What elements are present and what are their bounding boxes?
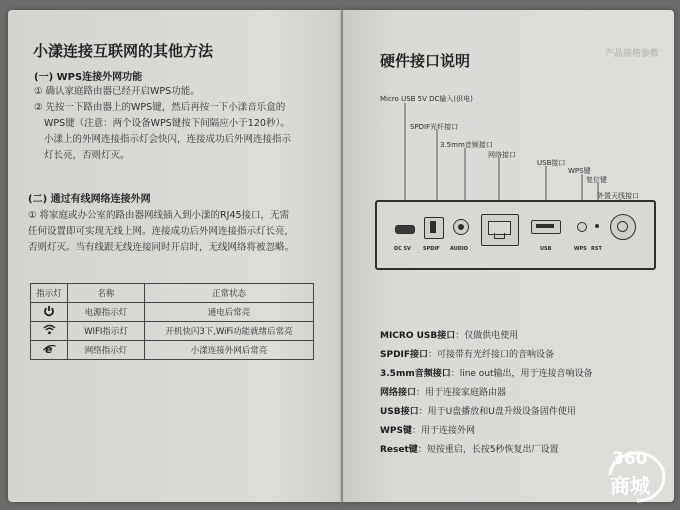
feature-item: SPDIF接口：可接带有光纤接口的音响设备 [380,350,555,360]
table-header-row [31,284,314,303]
antenna-connector [610,214,636,240]
callout-micro-usb: Micro USB 5V DC输入(供电) [380,95,473,103]
wired-line-2: 任何设置即可实现无线上网。连接成功后外网连接指示灯长亮， [28,226,295,237]
wifi-icon [31,322,68,341]
table-row [31,341,314,360]
feature-item: 3.5mm音频接口：line out输出，用于连接音响设备 [380,369,593,379]
wps-step-2: ② 先按一下路由器上的WPS键，然后再按一下小漾音乐盒的 [34,102,286,113]
table-row [31,303,314,322]
power-icon [31,303,68,322]
table-header: 指示灯 [31,284,68,303]
wps-step-2-line2: WPS键（注意：两个设备WPS键按下间隔应小于120秒）。 [44,118,290,129]
wired-line-3: 否则灯灭。当有线跟无线连接同时开启时，无线网络将被忽略。 [28,242,295,253]
right-page [343,10,674,502]
port-label-audio: AUDIO [450,246,469,252]
callout-audio: 3.5mm音频接口 [440,141,493,149]
micro-usb-port [395,225,415,234]
logo-number: 360 [612,449,648,469]
left-page [8,10,341,502]
callout-lan: 网络接口 [488,151,516,159]
port-label-rst: RST [591,246,602,252]
left-page-title: 小漾连接互联网的其他方法 [33,42,214,60]
callout-wps: WPS键 [568,167,591,175]
port-label-usb: USB [540,246,552,252]
rst-pinhole [595,224,599,228]
callout-usb: USB接口 [537,159,566,167]
indicator-table [30,283,314,360]
table-cell: WIFI指示灯 [68,322,145,341]
bleed-through-title: 产品规格参数 [605,49,660,59]
internet-e-icon [31,341,68,360]
wps-step-2-line3: 小漾上的外网连接指示灯会快闪，连接成功后外网连接指示 [44,134,292,145]
callout-spdif: SPDIF光纤接口 [410,123,459,131]
wps-button [577,222,587,232]
table-cell: 小漾连接外网后常亮 [145,341,314,360]
watermark-logo [602,445,672,505]
feature-item: 网络接口：用于连接家庭路由器 [380,388,507,398]
port-label-dc: DC 5V [394,246,411,252]
feature-item: USB接口：用于U盘播放和U盘升级设备固件使用 [380,407,576,417]
table-cell: 通电后常亮 [145,303,314,322]
port-label-spdif: SPDIF [423,246,440,252]
feature-item: Reset键：短按重启，长按5秒恢复出厂设置 [380,445,559,455]
callout-rst: 复位键 [586,176,607,184]
logo-text: 商城 [610,474,650,498]
usb-port [531,220,561,234]
table-cell: 网络指示灯 [68,341,145,360]
wps-section-heading: (一) WPS连接外网功能 [34,72,143,83]
device-back-panel [375,200,656,270]
table-cell: 电源指示灯 [68,303,145,322]
right-page-title: 硬件接口说明 [380,52,471,70]
feature-item: WPS键：用于连接外网 [380,426,476,436]
wired-line-1: ① 将家庭或办公室的路由器网线插入到小漾的RJ45接口，无需 [28,210,290,221]
table-header: 正常状态 [145,284,314,303]
port-label-wps: WPS [574,246,587,252]
callout-antenna: 外置天线接口 [597,192,639,200]
wired-section-heading: (二) 通过有线网络连接外网 [28,194,151,205]
svg-text:e: e [44,342,52,355]
wps-step-2-line4: 灯长亮，否则灯灭。 [44,150,130,161]
table-row [31,322,314,341]
feature-item: MICRO USB接口：仅做供电使用 [380,331,519,341]
wps-step-1: ① 确认家庭路由器已经开启WPS功能。 [34,86,200,97]
rj45-port [481,214,519,246]
table-cell: 开机快闪3下,WiFi功能就绪后常亮 [145,322,314,341]
audio-jack [453,219,469,235]
spdif-port [424,217,444,239]
table-header: 名称 [68,284,145,303]
